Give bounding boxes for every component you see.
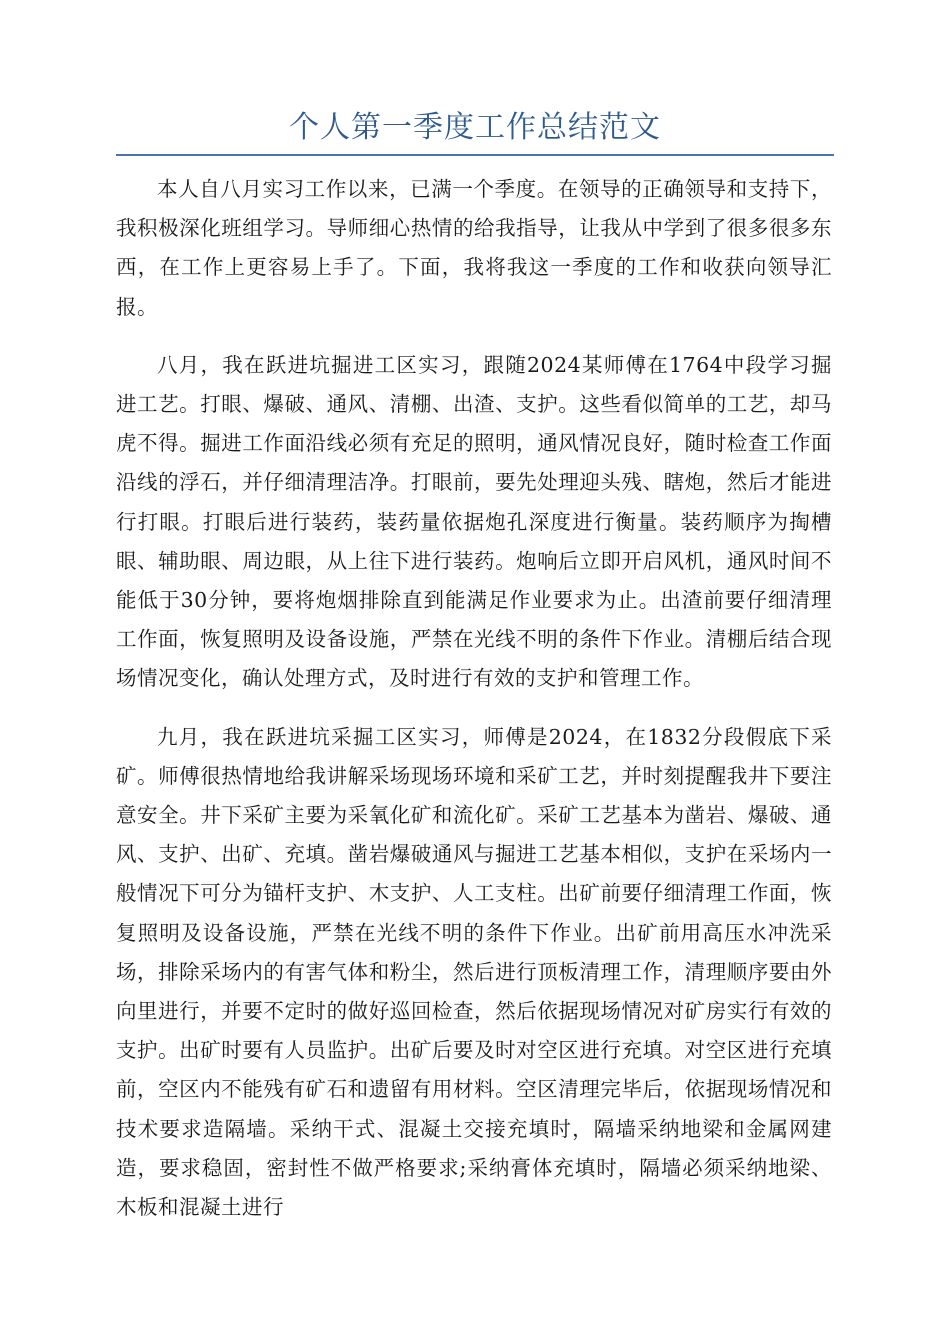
- document-title: 个人第一季度工作总结范文: [289, 110, 661, 145]
- paragraph-september: 九月，我在跃进坑采掘工区实习，师傅是2024，在1832分段假底下采矿。师傅很热情地给我讲解采场现场环境和采矿工艺，并时刻提醒我井下要注意安全。井下采矿主要为采氧化矿和流化矿。采矿工艺基本为凿岩、爆破、通风、支护、出矿、充填。凿岩爆破通风与掘进工艺基本相似，支护在采场内一般情况下可分为锚杆支护、木支护、人工支柱。出矿前要仔细清理工作面，恢复照明及设备设施，严禁在光线不明的条件下作业。出矿前用高压水冲洗采场，排除采场内的有害气体和粉尘，然后进行顶板清理工作，清理顺序要由外向里进行，并要不定时的做好巡回检查，然后依据现场情况对矿房实行有效的支护。出矿时要有人员监护。出矿后要及时对空区进行充填。对空区进行充填前，空区内不能残有矿石和遗留有用材料。空区清理完毕后，依据现场情况和技术要求造隔墙。采纳干式、混凝土交接充填时，隔墙采纳地梁和金属网建造，要求稳固，密封性不做严格要求;采纳膏体充填时，隔墙必须采纳地梁、木板和混凝土进行: [116, 724, 832, 1220]
- paragraph-august: 八月，我在跃进坑掘进工区实习，跟随2024某师傅在1764中段学习掘进工艺。打眼、爆破、通风、清棚、出渣、支护。这些看似简单的工艺，却马虎不得。掘进工作面沿线必须有充足的照明，通风情况良好，随时检查工作面沿线的浮石，并仔细清理洁净。打眼前，要先处理迎头残、瞎炮，然后才能进行打眼。打眼后进行装药，装药量依据炮孔深度进行衡量。装药顺序为掏槽眼、辅助眼、周边眼，从上往下进行装药。炮响后立即开启风机，通风时间不能低于30分钟，要将炮烟排除直到能满足作业要求为止。出渣前要仔细清理工作面，恢复照明及设备设施，严禁在光线不明的条件下作业。清棚后结合现场情况变化，确认处理方式，及时进行有效的支护和管理工作。: [116, 352, 832, 691]
- document-body: [116, 170, 832, 1246]
- title-underline: [116, 154, 834, 156]
- paragraph-intro: 本人自八月实习工作以来，已满一个季度。在领导的正确领导和支持下，我积极深化班组学习。导师细心热情的给我指导，让我从中学到了很多很多东西，在工作上更容易上手了。下面，我将我这一季度的工作和收获向领导汇报。: [116, 177, 832, 319]
